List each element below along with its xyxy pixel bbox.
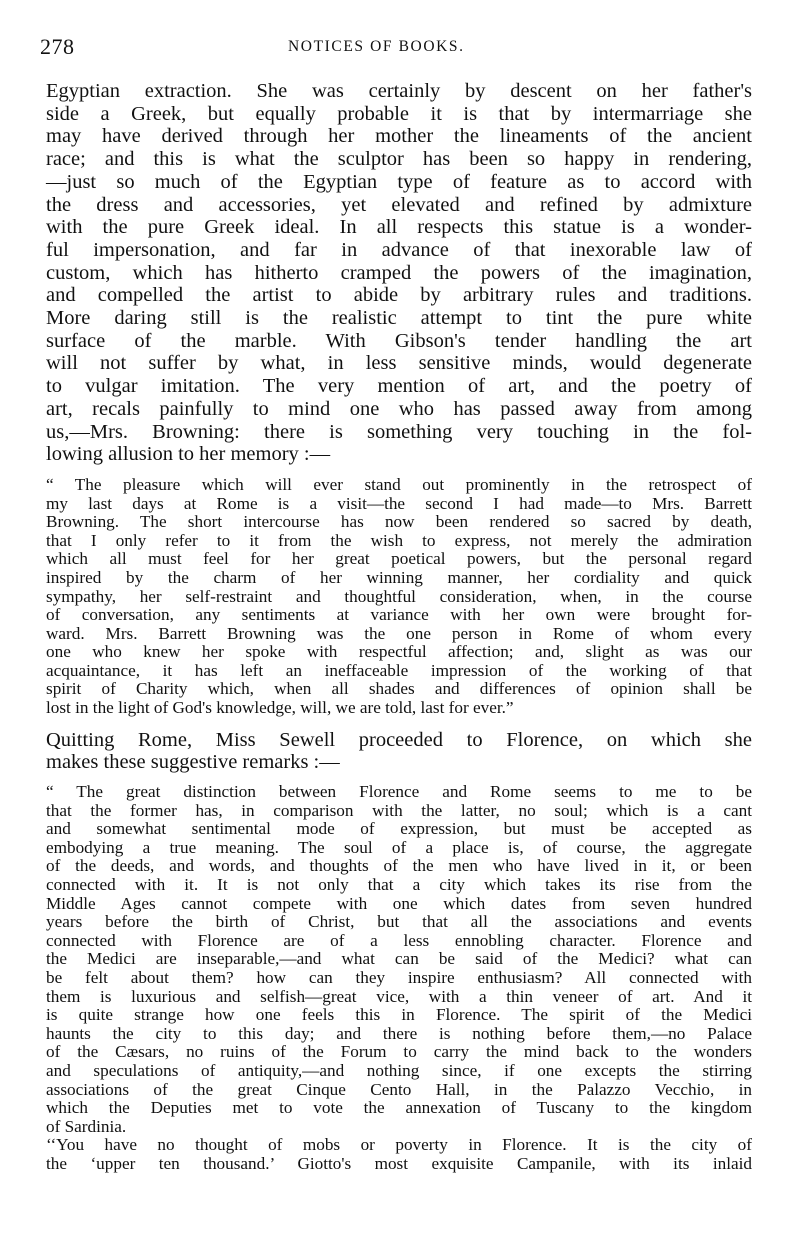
text-line: ful impersonation, and far in advance of that inexorable law of xyxy=(46,238,752,261)
quote-line: lost in the light of God's knowledge, will, we are told, last for ever.” xyxy=(46,698,514,718)
quote-line: the Medici are inseparable,—and what can be said of the Medici? what can xyxy=(46,949,752,969)
quote-line: spirit of Charity which, when all shades and differences of opinion shall be xyxy=(46,679,752,699)
text-line: and compelled the artist to abide by arbitrary rules and traditions. xyxy=(46,284,752,307)
quote-line: the ‘upper ten thousand.’ Giotto's most exquisite Campanile, with its inlaid xyxy=(46,1153,752,1173)
quote-line: which the Deputies met to vote the annexation of Tuscany to the kingdom xyxy=(46,1098,752,1118)
page-header xyxy=(40,34,752,64)
quote-line: one who knew her spoke with respectful affection; and, slight as was our xyxy=(46,642,752,662)
quote-line: ward. Mrs. Barrett Browning was the one person in Rome of whom every xyxy=(46,623,752,643)
quote-line: be felt about them? how can they inspire enthusiasm? All connected with xyxy=(46,968,752,988)
text-line: with the pure Greek ideal. In all respects this statue is a wonder- xyxy=(46,216,752,239)
book-page xyxy=(40,0,752,1233)
quote-line: haunts the city to this day; and there is nothing before them,—no Palace xyxy=(46,1023,752,1043)
quote-line: them is luxurious and selfish—great vice, with a thin veneer of art. And it xyxy=(46,986,752,1006)
quote-line: ‘‘You have no thought of mobs or poverty in Florence. It is the city of xyxy=(46,1135,752,1155)
quote-line: “ The great distinction between Florence and Rome seems to me to be xyxy=(46,782,752,802)
text-line: us,—Mrs. Browning: there is something very touching in the fol- xyxy=(46,420,752,443)
text-line: surface of the marble. With Gibson's tender handling the art xyxy=(46,329,752,352)
block-quote-florence xyxy=(46,783,752,1173)
quote-line: of Sardinia. xyxy=(46,1116,127,1136)
quote-line: connected with it. It is not only that a city which takes its rise from the xyxy=(46,875,752,895)
text-line: custom, which has hitherto cramped the powers of the imagination, xyxy=(46,261,752,284)
quote-line: is quite strange how one feels this in Florence. The spirit of the Medici xyxy=(46,1005,752,1025)
text-line: Egyptian extraction. She was certainly by descent on her father's xyxy=(46,80,752,102)
quote-line: Middle Ages cannot compete with one which dates from seven hundred xyxy=(46,893,752,913)
page-body xyxy=(46,80,752,1174)
page-number: 278 xyxy=(40,34,75,59)
paragraph-egyptian-extraction xyxy=(46,80,752,466)
quote-line: my last days at Rome is a visit—the second I had made—to Mrs. Barrett xyxy=(46,493,752,513)
quote-line: connected with Florence are of a less ennobling character. Florence and xyxy=(46,930,752,950)
block-quote-browning xyxy=(46,476,752,718)
quote-line: sympathy, her self-restraint and thoughtful consideration, when, in the course xyxy=(46,586,752,606)
text-line: More daring still is the realistic attempt to tint the pure white xyxy=(46,307,752,330)
quote-line: of conversation, any sentiments at variance with her own were brought for- xyxy=(46,605,752,625)
quote-line: of the Cæsars, no ruins of the Forum to carry the mind back to the wonders xyxy=(46,1042,752,1062)
quote-line: and speculations of antiquity,—and nothing since, if one excepts the stirring xyxy=(46,1060,752,1080)
quote-line: “ The pleasure which will ever stand out prominently in the retrospect of xyxy=(46,474,752,494)
quote-line: Browning. The short intercourse has now been rendered so sacred by death, xyxy=(46,512,752,532)
running-head: NOTICES OF BOOKS. xyxy=(288,38,465,55)
quote-line: years before the birth of Christ, but that all the associations and events xyxy=(46,912,752,932)
text-line: —just so much of the Egyptian type of feature as to accord with xyxy=(46,170,752,193)
text-line: to vulgar imitation. The very mention of art, and the poetry of xyxy=(46,375,752,398)
text-line: will not suffer by what, in less sensitive minds, would degenerate xyxy=(46,352,752,375)
quote-line: inspired by the charm of her winning manner, her cordiality and quick xyxy=(46,567,752,587)
text-line: race; and this is what the sculptor has been so happy in rendering, xyxy=(46,148,752,171)
paragraph-quitting-rome xyxy=(46,729,752,774)
text-line: side a Greek, but equally probable it is that by intermarriage she xyxy=(46,102,752,125)
quote-line: that the former has, in comparison with the latter, no soul; which is a cant xyxy=(46,800,752,820)
text-line: may have derived through her mother the lineaments of the ancient xyxy=(46,125,752,148)
quote-line: associations of the great Cinque Cento Hall, in the Palazzo Vecchio, in xyxy=(46,1079,752,1099)
quote-line: acquaintance, it has left an ineffaceable impression of the working of that xyxy=(46,660,752,680)
text-line: makes these suggestive remarks :— xyxy=(46,751,340,774)
text-line: Quitting Rome, Miss Sewell proceeded to Florence, on which she xyxy=(46,728,752,751)
quote-line: of the deeds, and words, and thoughts of the men who have lived in it, or been xyxy=(46,856,752,876)
quote-line: embodying a true meaning. The soul of a place is, of course, the aggregate xyxy=(46,837,752,857)
text-line: the dress and accessories, yet elevated and refined by admixture xyxy=(46,193,752,216)
quote-line: which all must feel for her great poetical powers, but the personal regard xyxy=(46,549,752,569)
quote-line: and somewhat sentimental mode of expression, but must be accepted as xyxy=(46,819,752,839)
text-line: art, recals painfully to mind one who has passed away from among xyxy=(46,397,752,420)
quote-line: that I only refer to it from the wish to express, not merely the admiration xyxy=(46,530,752,550)
text-line: lowing allusion to her memory :— xyxy=(46,443,331,466)
